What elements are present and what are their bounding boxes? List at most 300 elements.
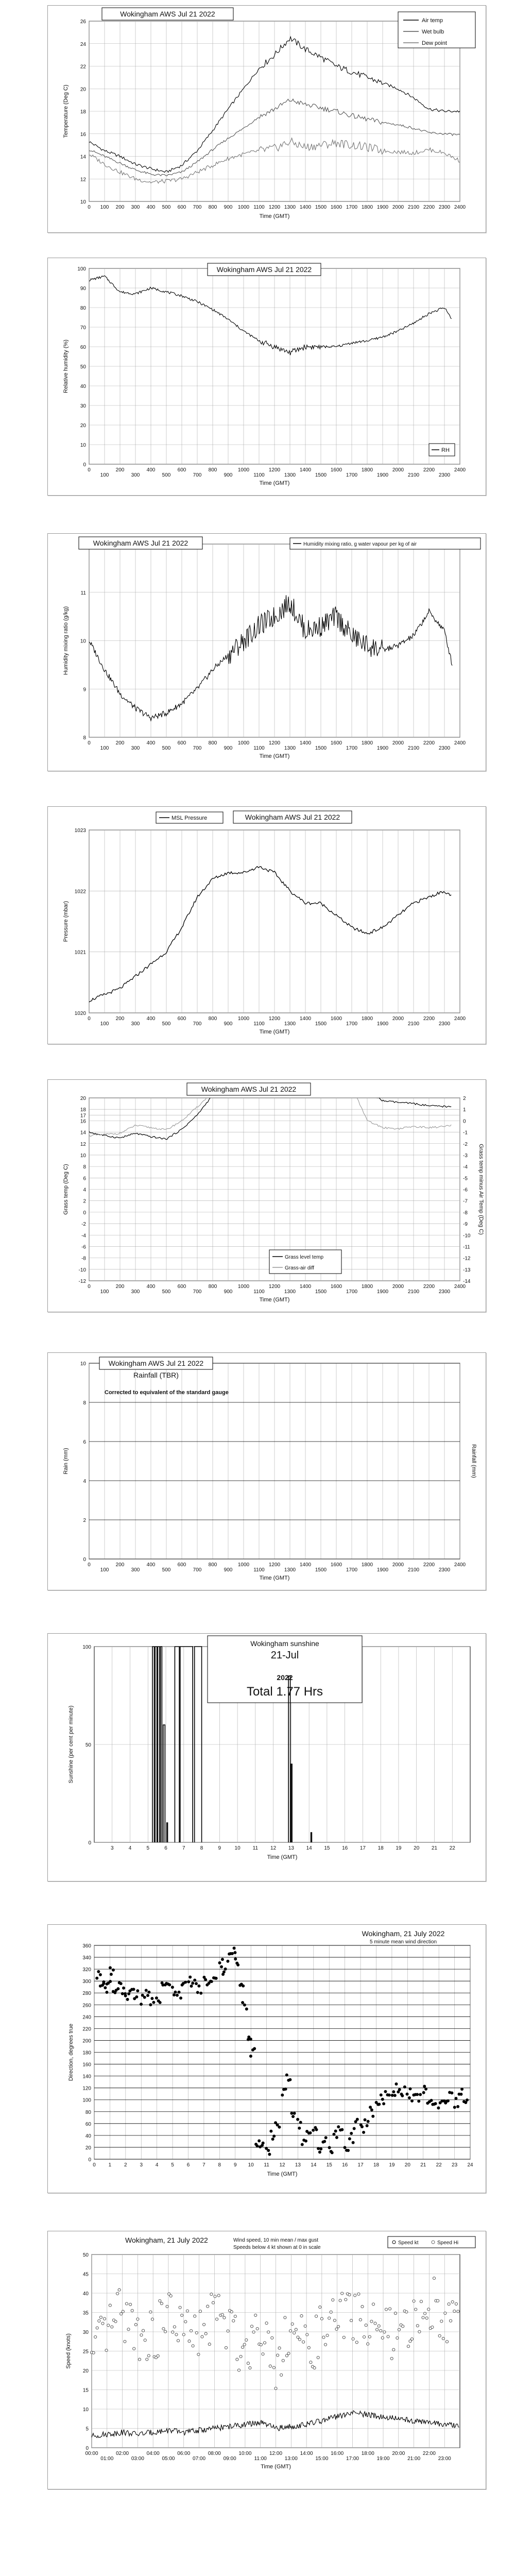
x-tick-label: 1000 [237,1016,250,1022]
chart-title: Wokingham AWS Jul 21 2022 [93,539,188,547]
y-tick-label: 14 [80,1130,86,1136]
x-tick-label: 2200 [423,740,435,746]
x-tick-label: 1300 [284,472,296,478]
y-tick-label: 340 [82,1955,91,1961]
x-tick-label: 700 [193,1567,202,1573]
x-tick-label: 06:00 [177,2451,191,2456]
gust-point [260,2343,262,2346]
x-tick-label: 9 [218,1845,221,1851]
direction-point [466,2098,469,2102]
gust-point [147,2354,150,2357]
chart-title: Wokingham, 21 July 2022 [362,1929,445,1938]
direction-point [281,2093,284,2096]
direction-point [253,2047,256,2050]
direction-point [344,2146,347,2149]
x-tick-label: 6 [186,2162,190,2168]
gust-point [111,2326,113,2328]
gust-point [367,2343,369,2345]
gust-point [262,2353,264,2355]
direction-point [403,2086,406,2089]
y-tick-label: 10 [80,638,86,645]
x-tick-label: 1500 [315,472,327,478]
x-tick-label: 1900 [376,472,389,478]
direction-point [196,1991,199,1994]
x-tick-label: 1400 [299,1284,312,1290]
x-tick-label: 9 [233,2162,237,2168]
gust-point [101,2322,104,2325]
gust-point [151,2318,153,2320]
x-tick-label: 1900 [376,1567,389,1573]
gust-point [313,2367,316,2369]
gust-point [298,2338,301,2341]
sunshine-chart [48,1634,486,1881]
direction-point [249,2038,252,2041]
direction-point [301,2143,304,2146]
direction-point [150,1997,153,2000]
y-tick-label: 1023 [74,828,86,834]
direction-point [152,2001,155,2004]
gust-point [348,2294,351,2296]
x-tick-label: 21 [420,2162,426,2168]
gust-point [450,2319,452,2322]
gust-point [287,2352,290,2354]
gust-point [297,2336,299,2338]
x-axis-label: Time (GMT) [259,753,290,759]
y2-axis-label: Rainfall (mm) [471,1444,477,1478]
gust-point [254,2314,257,2316]
x-tick-label: 2000 [392,205,404,210]
x-tick-label: 4 [155,2162,159,2168]
direction-point [293,2112,296,2115]
x-tick-label: 1600 [330,1284,342,1290]
direction-point [143,1996,146,1999]
x-tick-label: 16 [342,2162,348,2168]
direction-point [367,2120,370,2123]
y2-tick-label: -7 [463,1198,468,1205]
gust-point [350,2319,353,2322]
y-tick-label: 50 [80,364,86,370]
y-tick-label: 90 [80,286,86,292]
y-tick-label: 10 [80,443,86,448]
x-tick-label: 1700 [346,472,358,478]
direction-point [371,2115,374,2118]
direction-point [408,2096,411,2099]
chart-year: 2022 [277,1673,293,1682]
direction-point [132,1988,135,1991]
direction-point [352,2141,355,2144]
direction-point [460,2088,464,2091]
y-tick-label: 50 [85,1742,91,1748]
x-tick-label: 08:00 [208,2451,221,2456]
wind-speed-chart-panel [47,2231,486,2489]
x-tick-label: 1800 [361,205,373,210]
x-tick-label: 3 [140,2162,143,2168]
direction-point [331,2151,334,2154]
x-tick-label: 1800 [361,740,373,746]
x-tick-label: 800 [208,467,217,473]
direction-point [380,2093,383,2096]
x-tick-label: 300 [131,472,140,478]
x-tick-label: 10:00 [238,2451,252,2456]
x-tick-label: 1700 [346,1567,358,1573]
gust-point [232,2319,235,2322]
x-tick-label: 1600 [330,1562,342,1568]
legend-label: Wet bulb [422,29,444,35]
gust-point [410,2337,413,2340]
x-tick-label: 1400 [299,467,312,473]
x-tick-label: 12 [279,2162,285,2168]
x-tick-label: 400 [146,740,156,746]
gust-point [203,2323,205,2326]
sunshine-chart-panel [47,1633,486,1882]
x-tick-label: 300 [131,745,140,751]
x-tick-label: 2200 [423,1016,435,1022]
x-tick-label: 22 [449,1845,455,1851]
x-tick-label: 1100 [253,472,265,478]
x-tick-label: 1000 [237,1284,250,1290]
mixing-ratio-chart [48,534,486,771]
gust-point [285,2354,288,2357]
x-tick-label: 500 [162,1289,171,1295]
y-tick-label: 10 [80,1153,86,1159]
y-tick-label: 40 [85,2133,91,2139]
y-tick-label: 4 [83,1187,86,1193]
direction-point [409,2087,412,2090]
x-tick-label: 800 [208,1016,217,1022]
x-tick-label: 1800 [361,1562,373,1568]
x-tick-label: 18 [373,2162,380,2168]
x-tick-label: 20 [414,1845,420,1851]
gust-point [256,2327,259,2330]
y-tick-label: 70 [80,325,86,331]
direction-point [456,2105,459,2108]
direction-point [109,1980,112,1983]
gust-point [300,2315,303,2317]
gust-point [250,2325,253,2328]
x-tick-label: 2400 [454,740,466,746]
y-tick-label: 60 [85,2121,91,2127]
gust-point [230,2311,233,2313]
gust-point [295,2328,297,2331]
chart-date: 21-Jul [270,1650,299,1661]
y-tick-label: 10 [82,2407,89,2413]
x-tick-label: 1900 [376,1289,389,1295]
direction-point [278,2126,281,2129]
x-tick-label: 1900 [376,1021,389,1027]
gust-point [129,2303,132,2306]
direction-point [393,2094,397,2097]
direction-point [119,1982,123,1985]
x-tick-label: 2100 [407,745,420,751]
y-tick-label: 0 [83,462,86,468]
x-tick-label: 2100 [407,472,420,478]
gust-point [169,2295,172,2297]
gust-point [363,2335,366,2338]
x-tick-label: 1200 [268,740,281,746]
x-tick-label: 07:00 [193,2456,206,2462]
gust-point [274,2387,277,2389]
legend-swatch [392,2241,396,2244]
grass-temp-chart [48,1080,486,1312]
gust-point [182,2333,185,2336]
x-tick-label: 900 [224,745,233,751]
direction-point [145,1989,148,1992]
x-axis-label: Time (GMT) [259,1575,290,1581]
direction-point [423,2084,426,2088]
x-tick-label: 1200 [268,205,281,210]
direction-point [459,2093,462,2096]
chart-title: Wokingham AWS Jul 21 2022 [216,265,312,274]
y-tick-label: 20 [80,87,86,93]
x-tick-label: 700 [193,745,202,751]
x-tick-label: 400 [146,1562,156,1568]
y-tick-label: 0 [83,1557,86,1563]
gust-point [107,2324,110,2327]
x-tick-label: 700 [193,205,202,210]
gust-point [394,2312,397,2315]
gust-point [289,2330,292,2332]
direction-point [332,2133,335,2136]
x-tick-label: 05:00 [162,2456,175,2462]
x-tick-label: 600 [177,1284,186,1290]
x-tick-label: 1800 [361,1016,373,1022]
x-tick-label: 01:00 [100,2456,114,2462]
gust-point [134,2324,137,2326]
y-tick-label: 300 [82,1979,91,1985]
y-tick-label: 80 [85,2109,91,2115]
legend-label: Humidity mixing ratio, g water vapour per kg of air [303,541,417,547]
x-axis-label: Time (GMT) [267,2171,298,2177]
gust-point [376,2328,379,2331]
x-tick-label: 16 [342,1845,348,1851]
direction-point [369,2106,372,2109]
gust-point [330,2311,332,2313]
gust-point [422,2316,424,2319]
gust-point [389,2308,391,2310]
y-tick-label: 18 [80,109,86,115]
direction-point [99,1973,102,1976]
x-tick-label: 02:00 [116,2451,129,2456]
gust-point [157,2354,159,2357]
y-tick-label: 25 [82,2349,89,2355]
x-tick-label: 13 [295,2162,301,2168]
direction-point [388,2093,391,2096]
y-tick-label: 1021 [74,950,86,956]
x-tick-label: 800 [208,1284,217,1290]
y-tick-label: 80 [80,306,86,311]
direction-point [356,2118,359,2121]
wind-direction-chart [48,1925,486,2193]
direction-point [187,1980,190,1984]
gust-point [122,2310,124,2313]
y-axis-label: Grass temp (Deg C) [63,1164,69,1215]
x-tick-label: 100 [100,745,109,751]
gust-point [315,2315,318,2317]
direction-point [337,2125,340,2128]
x-tick-label: 7 [182,1845,185,1851]
direction-point [299,2121,302,2124]
y-tick-label: -4 [81,1233,86,1239]
y-tick-label: 160 [82,2062,91,2068]
y-tick-label: 40 [82,2291,89,2297]
y2-tick-label: -10 [463,1233,471,1239]
y-tick-label: 360 [82,1943,91,1949]
chart-subtitle: Rainfall (TBR) [133,1371,179,1379]
direction-point [122,1987,125,1990]
gust-point [455,2302,457,2305]
x-tick-label: 2300 [438,472,451,478]
direction-point [437,2106,440,2109]
x-tick-label: 2400 [454,1562,466,1568]
gust-point [94,2335,97,2338]
gust-point [278,2347,281,2349]
direction-point [233,1951,236,1954]
direction-point [268,2153,271,2156]
y-tick-label: 8 [83,1400,86,1406]
x-tick-label: 2000 [392,740,404,746]
gust-point [98,2319,100,2322]
x-tick-label: 800 [208,205,217,210]
y2-tick-label: -12 [463,1256,471,1262]
gust-point [402,2325,404,2328]
gust-point [448,2303,450,2306]
gust-point [457,2310,459,2313]
x-tick-label: 20:00 [392,2451,405,2456]
gust-point [214,2295,216,2298]
x-tick-label: 700 [193,1289,202,1295]
gust-point [92,2351,95,2354]
gust-point [186,2310,188,2312]
chart-title: Wokingham AWS Jul 21 2022 [108,1359,204,1367]
gust-point [427,2308,430,2311]
gust-point [352,2337,354,2340]
direction-point [245,2008,248,2011]
legend-label: Air temp [422,18,443,24]
gust-point [377,2325,380,2327]
x-tick-label: 600 [177,740,186,746]
y-axis-label: Rain (mm) [63,1448,69,1475]
x-tick-label: 1100 [253,1289,265,1295]
gust-point [368,2335,371,2338]
direction-point [188,1976,192,1979]
direction-point [109,1966,112,1969]
direction-point [112,1969,115,1972]
y-tick-label: 26 [80,19,86,25]
gust-point [396,2336,399,2339]
x-tick-label: 1600 [330,205,342,210]
y-tick-label: 40 [80,384,86,389]
x-tick-label: 10 [248,2162,254,2168]
gust-point [269,2365,271,2367]
y-axis-label: Speed (knots) [65,2333,72,2369]
x-tick-label: 19 [389,2162,395,2168]
x-tick-label: 1300 [284,1289,296,1295]
x-tick-label: 2200 [423,205,435,210]
humidity-chart [48,258,486,495]
y-tick-label: 280 [82,1991,91,1997]
gust-point [227,2330,229,2332]
x-tick-label: 2200 [423,1284,435,1290]
gust-point [328,2317,331,2319]
x-tick-label: 21 [431,1845,438,1851]
gust-point [444,2312,447,2314]
legend-label: Grass-air diff [285,1265,315,1271]
x-tick-label: 13:00 [284,2456,298,2462]
y-axis-label: Temperature (Deg C) [63,84,69,138]
gust-point [280,2374,283,2376]
y-tick-label: -8 [81,1256,86,1262]
gust-point [267,2331,270,2333]
gust-point [114,2320,117,2323]
gust-point [171,2331,174,2333]
gust-point [337,2325,339,2328]
chart-title: Wokingham AWS Jul 21 2022 [245,813,340,821]
y-tick-label: 180 [82,2050,91,2056]
y-tick-label: 30 [80,403,86,409]
chart-total: Total 1.77 Hrs [246,1685,323,1699]
direction-point [215,1977,218,1980]
x-tick-label: 0 [88,467,91,473]
direction-point [334,2129,337,2132]
gust-point [212,2301,214,2304]
direction-point [453,2106,456,2109]
gust-point [192,2345,194,2347]
x-tick-label: 15 [326,2162,332,2168]
y-tick-label: 0 [83,1210,86,1216]
gust-point [398,2328,400,2331]
gust-point [263,2342,266,2344]
x-tick-label: 18 [377,1845,384,1851]
x-tick-label: 17:00 [346,2456,359,2462]
gust-point [271,2336,273,2339]
y2-tick-label: -3 [463,1153,468,1159]
x-tick-label: 2000 [392,1016,404,1022]
gust-point [425,2317,428,2319]
x-tick-label: 600 [177,1562,186,1568]
direction-point [224,1968,227,1971]
direction-point [410,2099,414,2103]
gust-point [131,2309,133,2312]
y2-tick-label: -14 [463,1279,471,1284]
gust-point [437,2299,439,2302]
x-tick-label: 23:00 [438,2456,451,2462]
direction-point [249,2055,252,2058]
gust-point [116,2292,119,2295]
direction-point [176,1994,179,1997]
x-tick-label: 2100 [407,1021,420,1027]
direction-point [340,2128,344,2131]
y-tick-label: -2 [81,1222,86,1228]
gust-point [140,2334,143,2336]
gust-point [357,2293,360,2295]
x-tick-label: 400 [146,1284,156,1290]
x-tick-label: 1 [108,2162,112,2168]
gust-point [249,2367,251,2369]
gust-point [272,2366,275,2369]
direction-point [392,2090,395,2093]
y2-tick-label: -11 [463,1244,470,1250]
direction-point [419,2093,422,2096]
x-tick-label: 2400 [454,205,466,210]
gust-point [133,2347,135,2350]
x-tick-label: 1600 [330,467,342,473]
x-tick-label: 03:00 [131,2456,144,2462]
gust-point [424,2312,426,2315]
direction-point [116,1987,119,1990]
gust-point [370,2320,373,2323]
x-tick-label: 1600 [330,740,342,746]
direction-point [382,2102,385,2105]
